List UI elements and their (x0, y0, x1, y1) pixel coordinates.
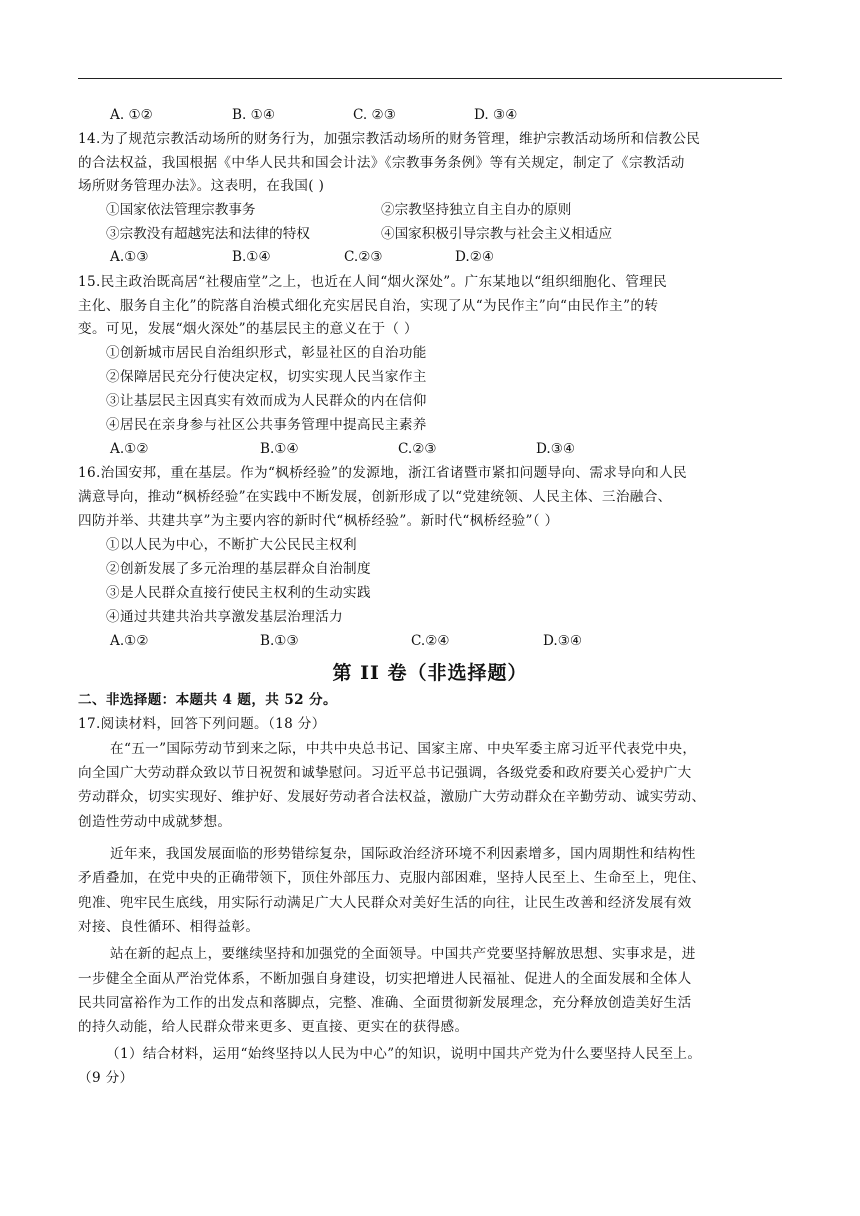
q13-option-c: C. ②③ (353, 107, 396, 123)
q15-option-d: D.③④ (536, 441, 576, 457)
q17-para2-line: 兜准、兜牢民生底线，用实际行动满足广大人民群众对美好生活的向往，让民生改善和经济发展有效 (78, 895, 692, 911)
q16-item-4: ④通过共建共治共享激发基层治理活力 (106, 609, 344, 625)
q14-option-d: D.②④ (455, 249, 495, 265)
section-title: 第 II 卷（非选择题） (332, 662, 528, 684)
q15-item-2: ②保障居民充分行使决定权，切实实现人民当家作主 (106, 369, 427, 385)
q16-option-c: C.②④ (411, 633, 450, 649)
q17-para3-line: 的持久动能，给人民群众带来更多、更直接、更实在的获得感。 (78, 1019, 469, 1035)
q17-para3-line: 站在新的起点上，要继续坚持和加强党的全面领导。中国共产党要坚持解放思想、实事求是，进 (110, 946, 696, 962)
q17-subquestion-1: （1）结合材料，运用“始终坚持以人民为中心”的知识，说明中国共产党为什么要坚持人民至上。 (106, 1046, 702, 1062)
q14-option-b: B.①④ (232, 249, 271, 265)
q14-stem-line: 的合法权益，我国根据《中华人民共和国会计法》《宗教事务条例》等有关规定，制定了《宗教活动 (78, 155, 685, 171)
q15-option-a: A.①② (110, 441, 149, 457)
q16-stem-line: 满意导向，推动“枫桥经验”在实践中不断发展，创新形成了以“党建统领、人民主体、三治融合、 (78, 489, 672, 505)
q14-item-4: ④国家积极引导宗教与社会主义相适应 (381, 226, 613, 242)
q17-para1-line: 创造性劳动中成就梦想。 (78, 814, 232, 830)
q17-para1-line: 在“五一”国际劳动节到来之际，中共中央总书记、国家主席、中央军委主席习近平代表党中央， (110, 741, 697, 757)
q17-para1-line: 向全国广大劳动群众致以节日祝贺和诚挚慰问。习近平总书记强调，各级党委和政府要关心爱护广大 (78, 765, 692, 781)
q15-stem-line: 主化、服务自主化”的院落自治模式细化充实居民自治，实现了从“为民作主”向“由民作主”的转 (78, 298, 659, 314)
q14-item-1: ①国家依法管理宗教事务 (106, 202, 256, 218)
q15-stem-line: 变。可见，发展“烟火深处”的基层民主的意义在于（ ） (78, 321, 418, 337)
header-rule (78, 78, 782, 79)
q14-option-a: A.①③ (110, 249, 149, 265)
q17-para2-line: 对接、良性循环、相得益彰。 (78, 919, 260, 935)
q16-item-2: ②创新发展了多元治理的基层群众自治制度 (106, 561, 371, 577)
section-heading: 二、非选择题：本题共 4 题，共 52 分。 (78, 692, 337, 708)
q13-option-a: A. ①② (110, 107, 153, 123)
q16-option-b: B.①③ (260, 633, 299, 649)
q13-option-b: B. ①④ (232, 107, 276, 123)
q15-item-4: ④居民在亲身参与社区公共事务管理中提高民主素养 (106, 417, 427, 433)
q13-option-d: D. ③④ (474, 107, 518, 123)
q14-stem-line: 场所财务管理办法》。这表明，在我国( ) (78, 178, 325, 194)
q15-item-1: ①创新城市居民自治组织形式，彰显社区的自治功能 (106, 345, 427, 361)
q17-subquestion-1-score: （9 分） (78, 1070, 134, 1086)
q14-stem-line: 14.为了规范宗教活动场所的财务行为，加强宗教活动场所的财务管理，维护宗教活动场所和信教公民 (78, 131, 701, 147)
q15-option-c: C.②③ (398, 441, 437, 457)
q15-item-3: ③让基层民主因真实有效而成为人民群众的内在信仰 (106, 393, 427, 409)
q16-option-d: D.③④ (543, 633, 583, 649)
q16-item-1: ①以人民为中心，不断扩大公民民主权利 (106, 537, 357, 553)
q17-para1-line: 劳动群众，切实实现好、维护好、发展好劳动者合法权益，激励广大劳动群众在辛勤劳动、诚实劳动、 (78, 789, 706, 805)
q17-para3-line: 民共同富裕作为工作的出发点和落脚点，完整、准确、全面贯彻新发展理念，充分释放创造美好生活 (78, 995, 692, 1011)
q15-option-b: B.①④ (260, 441, 299, 457)
q16-stem-line: 16.治国安邦，重在基层。作为“枫桥经验”的发源地，浙江省诸暨市紧扣问题导向、需求导向和人民 (78, 465, 687, 481)
q14-option-c: C.②③ (344, 249, 383, 265)
q17-heading: 17.阅读材料，回答下列问题。（18 分） (78, 716, 326, 732)
q17-para2-line: 矛盾叠加，在党中央的正确带领下，顶住外部压力、克服内部困难，坚持人民至上、生命至上，兜住、 (78, 870, 706, 886)
q16-option-a: A.①② (110, 633, 149, 649)
q17-para2-line: 近年来，我国发展面临的形势错综复杂，国际政治经济环境不利因素增多，国内周期性和结构性 (110, 846, 696, 862)
q16-item-3: ③是人民群众直接行使民主权利的生动实践 (106, 585, 371, 601)
q15-stem-line: 15.民主政治既高居“社稷庙堂”之上，也近在人间“烟火深处”。广东某地以“组织细胞化、管理民 (78, 274, 668, 290)
q14-item-2: ②宗教坚持独立自主自办的原则 (381, 202, 572, 218)
q16-stem-line: 四防并举、共建共享”为主要内容的新时代“枫桥经验”。新时代“枫桥经验”（ ） (78, 513, 559, 529)
q17-para3-line: 一步健全全面从严治党体系，不断加强自身建设，切实把增进人民福祉、促进人的全面发展和全体人 (78, 971, 692, 987)
q14-item-3: ③宗教没有超越宪法和法律的特权 (106, 226, 310, 242)
